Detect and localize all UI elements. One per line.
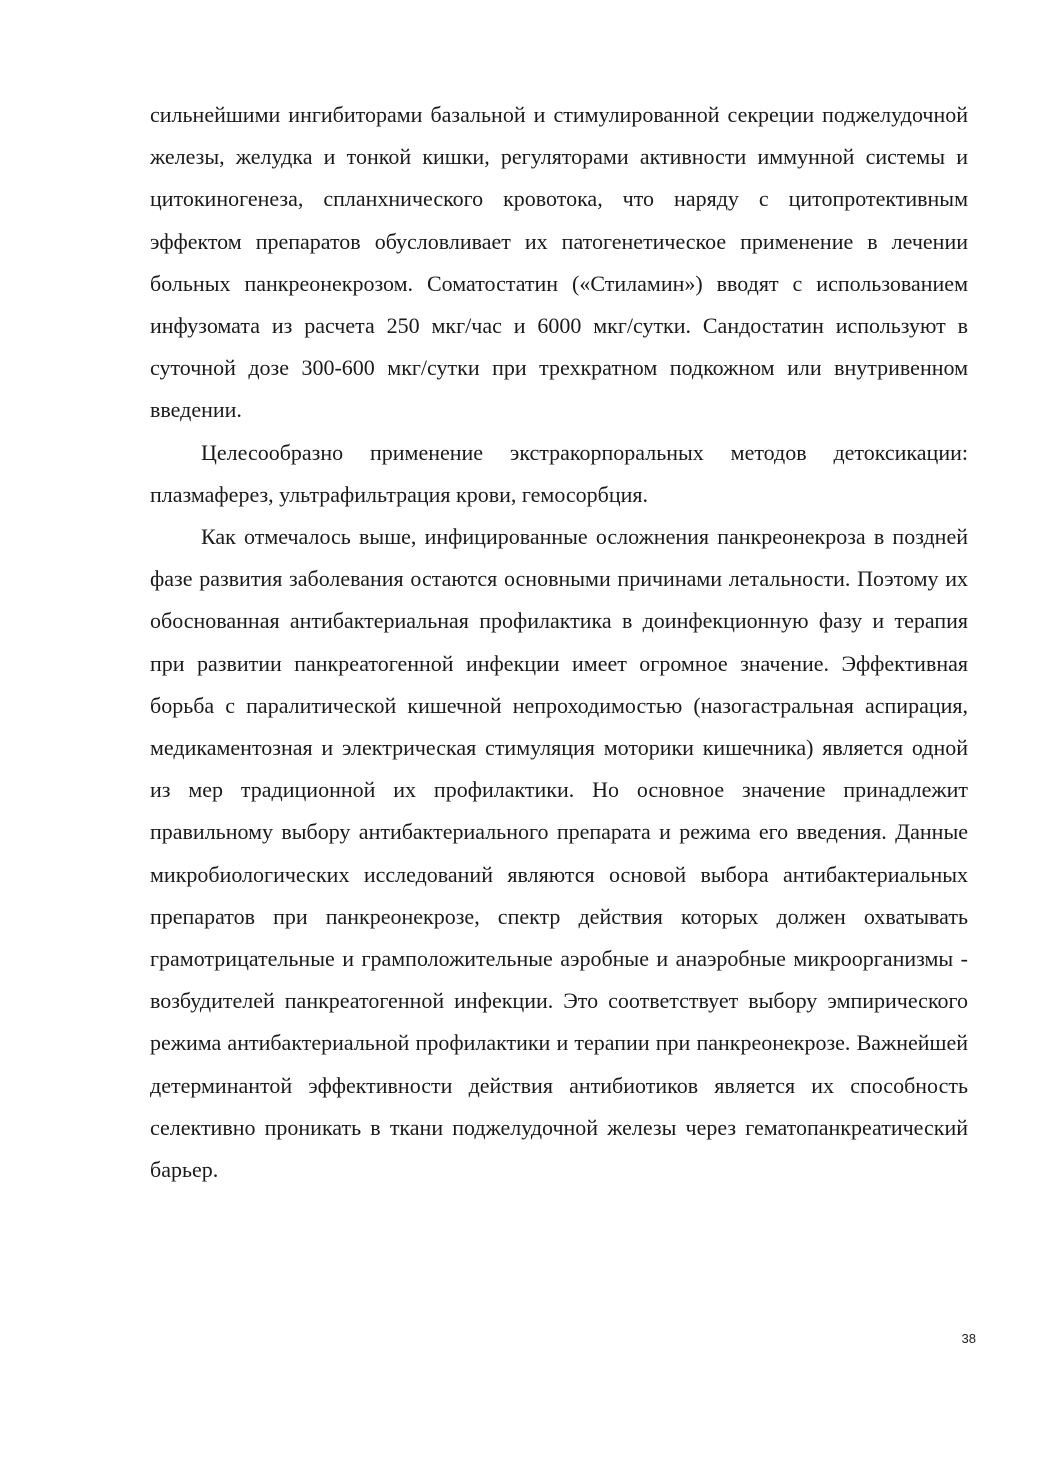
paragraph-continuation: сильнейшими ингибиторами базальной и стимулированной секреции поджелудочной железы, желудка и тонкой кишки, регуляторами активности иммунной системы и цитокиногенеза, спланхнического кровотока, что наряду с цитопротективным эффектом препаратов обусловливает их патогенетическое применение в лечении больных панкреонекрозом. Соматостатин («Стиламин») вводят с использованием инфузомата из расчета 250 мкг/час и 6000 мкг/сутки. Сандостатин используют в суточной дозе 300-600 мкг/сутки при трехкратном подкожном или внутривенном введении.: [150, 102, 968, 423]
paragraph-detoxification: Целесообразно применение экстракорпоральных методов детоксикации: плазмаферез, ультрафильтрация крови, гемосорбция.: [150, 439, 968, 507]
body-text: [150, 94, 968, 1191]
paragraph-antibacterial-prophylaxis: Как отмечалось выше, инфицированные осложнения панкреонекроза в поздней фазе развития заболевания остаются основными причинами летальности. Поэтому их обоснованная антибактериальная профилактика в доинфекционную фазу и терапия при развитии панкреатогенной инфекции имеет огромное значение. Эффективная борьба с паралитической кишечной непроходимостью (назогастральная аспирация, медикаментозная и электрическая стимуляция моторики кишечника) является одной из мер традиционной их профилактики. Но основное значение принадлежит правильному выбору антибактериального препарата и режима его введения. Данные микробиологических исследований являются основой выбора антибактериальных препаратов при панкреонекрозе, спектр действия которых должен охватывать грамотрицательные и грамположительные аэробные и анаэробные микроорганизмы - возбудителей панкреатогенной инфекции. Это соответствует выбору эмпирического режима антибактериальной профилактики и терапии при панкреонекрозе. Важнейшей детерминантой эффективности действия антибиотиков является их способность селективно проникать в ткани поджелудочной железы через гематопанкреатический барьер.: [150, 524, 968, 1183]
page-number: 38: [961, 1331, 976, 1346]
